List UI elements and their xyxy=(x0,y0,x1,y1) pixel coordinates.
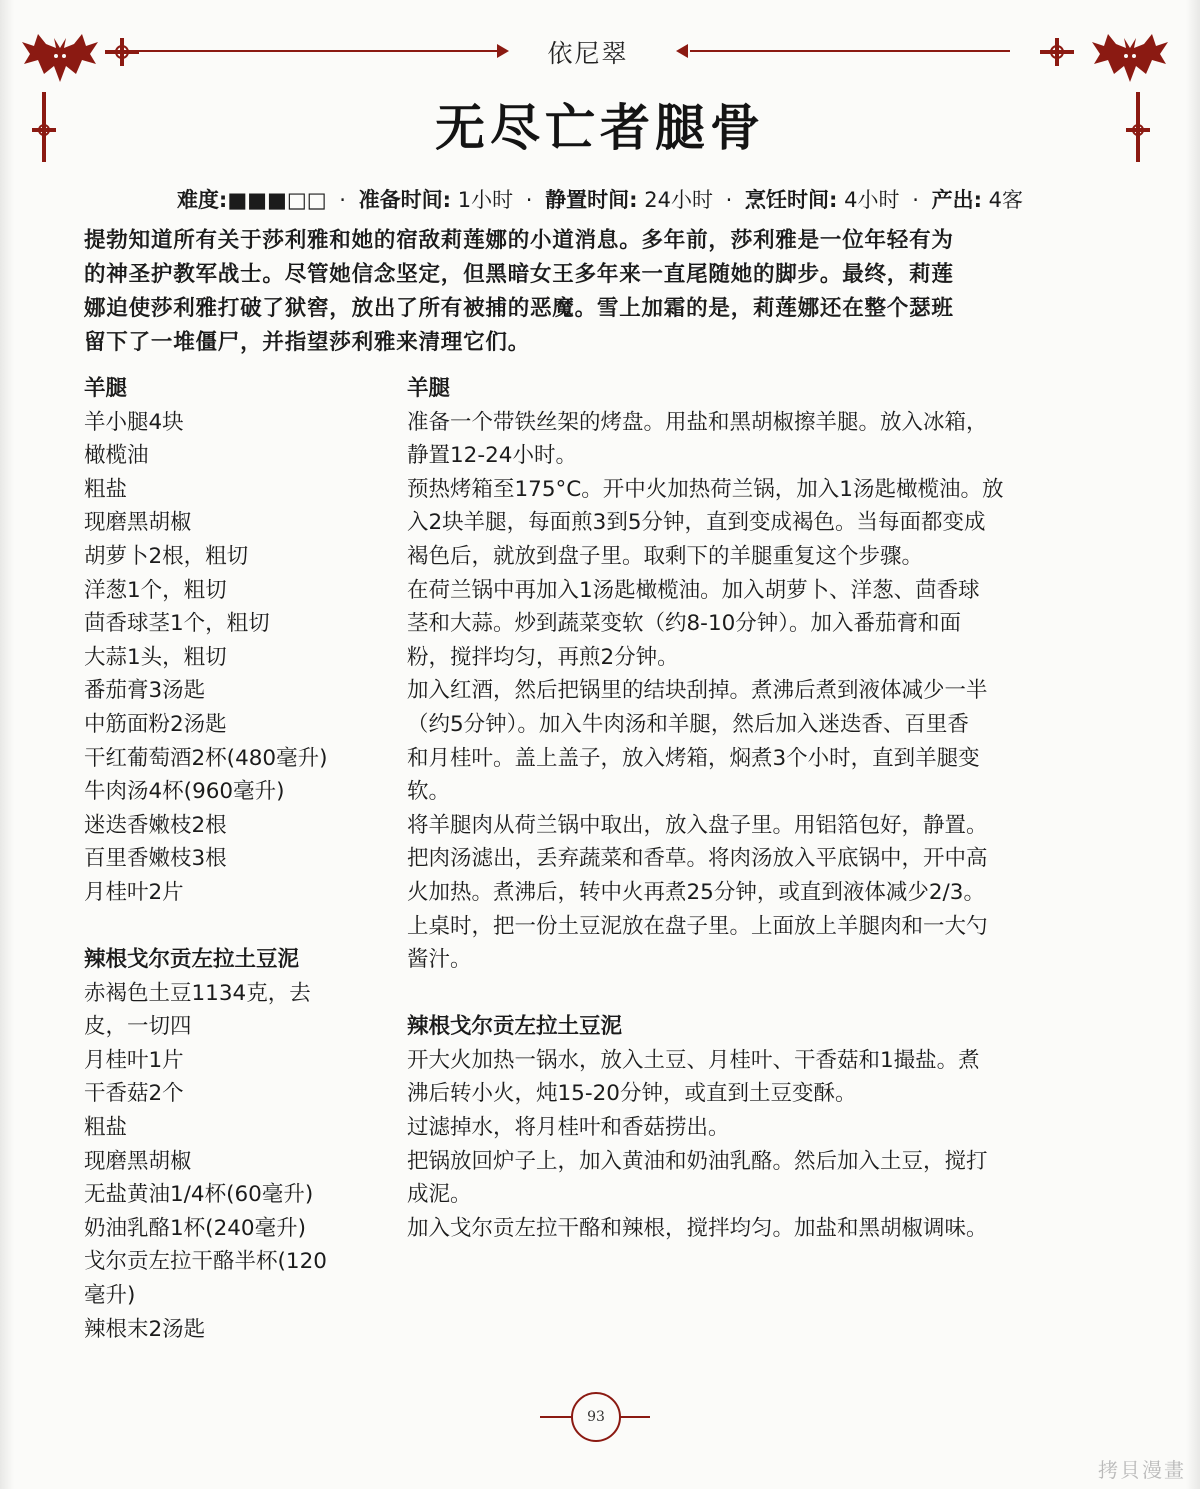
intro-paragraph xyxy=(84,224,1114,360)
bat-emblem-right-icon xyxy=(1090,30,1170,90)
rest-time-label: 静置时间: xyxy=(545,188,638,212)
step-line: 把锅放回炉子上，加入黄油和奶油乳酪。然后加入土豆，搅打 xyxy=(407,1148,988,1174)
ingredient-item: 中筋面粉2汤匙 xyxy=(84,711,227,737)
step-line: 入2块羊腿，每面煎3到5分钟，直到变成褐色。当每面都变成 xyxy=(407,510,986,536)
ingredient-item: 戈尔贡左拉干酪半杯(120 xyxy=(84,1249,327,1275)
ingredient-item: 粗盐 xyxy=(84,1115,128,1141)
arrow-left-icon xyxy=(676,44,688,58)
meta-separator: · xyxy=(525,188,533,212)
step-line: 上桌时，把一份土豆泥放在盘子里。上面放上羊腿肉和一大勺 xyxy=(407,913,988,939)
yield-value: 4客 xyxy=(988,188,1024,212)
step-line: 沸后转小火，炖15-20分钟，或直到土豆变酥。 xyxy=(407,1081,857,1107)
yield-label: 产出: xyxy=(931,188,982,212)
step-line: 成泥。 xyxy=(407,1182,472,1208)
ingredient-item: 胡萝卜2根，粗切 xyxy=(84,543,249,569)
page-number: 93 xyxy=(571,1392,621,1442)
intro-line: 留下了一堆僵尸，并指望莎利雅来清理它们。 xyxy=(84,330,531,355)
ingredient-item: 迷迭香嫩枝2根 xyxy=(84,812,227,838)
page-number-rule-right xyxy=(619,1416,650,1418)
intro-line: 提勃知道所有关于莎利雅和她的宿敌莉莲娜的小道消息。多年前，莎利雅是一位年轻有为 xyxy=(84,228,954,253)
prep-time-label: 准备时间: xyxy=(358,188,452,212)
ingredient-item: 无盐黄油1/4杯(60毫升) xyxy=(84,1182,314,1208)
step-line: 加入戈尔贡左拉干酪和辣根，搅拌均匀。加盐和黑胡椒调味。 xyxy=(407,1215,988,1241)
step-line: 加入红酒，然后把锅里的结块刮掉。煮沸后煮到液体减少一半 xyxy=(407,678,988,704)
meta-separator: · xyxy=(725,188,733,212)
page-number-rule-left xyxy=(540,1416,571,1418)
step-line: 预热烤箱至175°C。开中火加热荷兰锅，加入1汤匙橄榄油。放 xyxy=(407,476,1004,502)
step-line: 静置12-24小时。 xyxy=(407,443,577,469)
steps-heading-lamb: 羊腿 xyxy=(407,376,451,401)
ingredient-item: 茴香球茎1个，粗切 xyxy=(84,611,270,637)
steps-column xyxy=(407,372,1102,1245)
ingredient-item: 皮，一切四 xyxy=(84,1014,192,1040)
ingredients-heading-potato: 辣根戈尔贡左拉土豆泥 xyxy=(84,947,300,973)
step-line: 粉，搅拌均匀，再煎2分钟。 xyxy=(407,644,679,670)
header-rule-left xyxy=(135,50,500,52)
step-line: 把肉汤滤出，丢弃蔬菜和香草。将肉汤放入平底锅中，开中高 xyxy=(407,846,988,872)
ingredient-item: 洋葱1个，粗切 xyxy=(84,577,227,603)
ingredient-item: 现磨黑胡椒 xyxy=(84,1148,192,1174)
step-line: 和月桂叶。盖上盖子，放入烤箱，焖煮3个小时，直到羊腿变 xyxy=(407,745,980,771)
step-line: 火加热。煮沸后，转中火再煮25分钟，或直到液体减少2/3。 xyxy=(407,879,985,905)
ingredient-item: 羊小腿4块 xyxy=(84,409,184,435)
recipe-title: 无尽亡者腿骨 xyxy=(435,99,765,157)
step-line: 开大火加热一锅水，放入土豆、月桂叶、干香菇和1撮盐。煮 xyxy=(407,1047,980,1073)
step-line: 软。 xyxy=(407,779,451,805)
cross-flourish-left-icon xyxy=(105,38,139,66)
section-gap xyxy=(407,977,1102,1011)
ingredient-item: 奶油乳酪1杯(240毫升) xyxy=(84,1215,306,1241)
step-line: 将羊腿肉从荷兰锅中取出，放入盘子里。用铝箔包好，静置。 xyxy=(407,812,988,838)
recipe-meta xyxy=(60,184,1140,214)
ingredient-item: 月桂叶1片 xyxy=(84,1047,184,1073)
cook-time-label: 烹饪时间: xyxy=(745,188,838,212)
ingredients-column xyxy=(84,372,384,1346)
step-line: （约5分钟）。加入牛肉汤和羊腿，然后加入迷迭香、百里香 xyxy=(407,711,969,737)
ingredient-item: 赤褐色土豆1134克，去 xyxy=(84,980,311,1006)
ingredient-item: 毫升) xyxy=(84,1283,136,1309)
ingredient-item: 辣根末2汤匙 xyxy=(84,1316,206,1342)
rest-time-value: 24小时 xyxy=(644,188,713,212)
ingredient-item: 大蒜1头，粗切 xyxy=(84,644,227,670)
step-line: 茎和大蒜。炒到蔬菜变软（约8-10分钟）。加入番茄膏和面 xyxy=(407,611,962,637)
step-line: 准备一个带铁丝架的烤盘。用盐和黑胡椒擦羊腿。放入冰箱， xyxy=(407,409,988,435)
meta-separator: · xyxy=(912,188,919,212)
step-line: 酱汁。 xyxy=(407,947,472,973)
ingredient-item: 百里香嫩枝3根 xyxy=(84,846,227,872)
cross-flourish-right-icon xyxy=(1040,38,1074,66)
difficulty-value: ■■■□□ xyxy=(227,188,327,212)
header-rule-right xyxy=(690,50,1010,52)
ingredient-item: 干红葡萄酒2杯(480毫升) xyxy=(84,745,328,771)
step-line: 过滤掉水，将月桂叶和香菇捞出。 xyxy=(407,1115,730,1141)
watermark: 拷貝漫畫 xyxy=(1098,1458,1186,1482)
ingredients-heading-lamb: 羊腿 xyxy=(84,376,128,401)
ingredient-item: 番茄膏3汤匙 xyxy=(84,678,206,704)
difficulty-label: 难度: xyxy=(176,188,228,212)
ingredient-item: 牛肉汤4杯(960毫升) xyxy=(84,779,285,805)
bat-emblem-left-icon xyxy=(20,30,100,90)
ingredient-item: 橄榄油 xyxy=(84,443,149,469)
intro-line: 娜迫使莎利雅打破了狱窖，放出了所有被捕的恶魔。雪上加霜的是，莉莲娜还在整个瑟班 xyxy=(84,296,954,321)
chapter-name: 依尼翠 xyxy=(547,39,629,68)
intro-line: 的神圣护教军战士。尽管她信念坚定，但黑暗女王多年来一直尾随她的脚步。最终，莉莲 xyxy=(84,262,954,287)
meta-separator: · xyxy=(339,188,346,212)
prep-time-value: 1小时 xyxy=(457,188,514,212)
step-line: 在荷兰锅中再加入1汤匙橄榄油。加入胡萝卜、洋葱、茴香球 xyxy=(407,577,980,603)
cook-time-value: 4小时 xyxy=(844,188,900,212)
ingredient-item: 现磨黑胡椒 xyxy=(84,510,192,536)
section-gap xyxy=(84,910,384,944)
ingredient-item: 粗盐 xyxy=(84,476,128,502)
step-line: 褐色后，就放到盘子里。取剩下的羊腿重复这个步骤。 xyxy=(407,543,924,569)
ingredient-item: 干香菇2个 xyxy=(84,1081,184,1107)
ingredient-item: 月桂叶2片 xyxy=(84,879,184,905)
steps-heading-potato: 辣根戈尔贡左拉土豆泥 xyxy=(407,1014,623,1040)
